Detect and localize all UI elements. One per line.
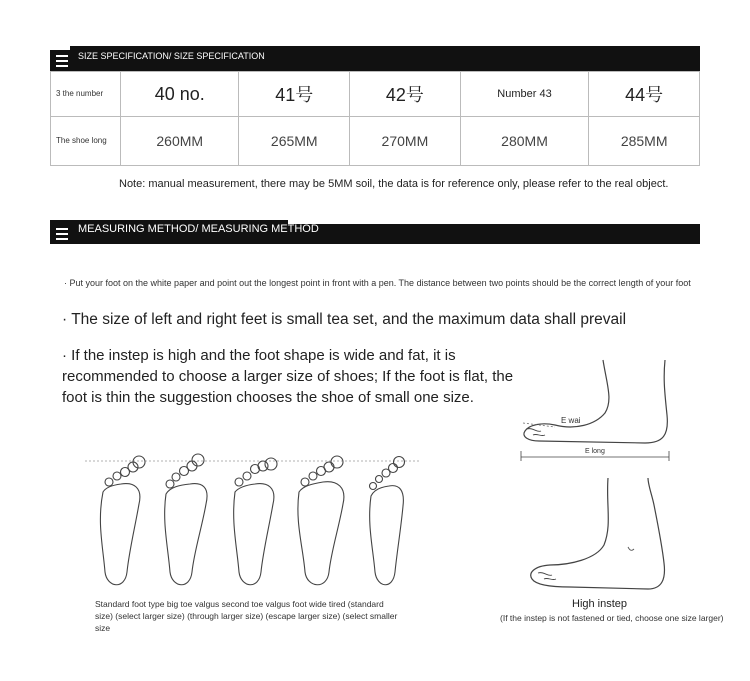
foot-types-caption: Standard foot type big toe valgus second toe valgus foot wide tired (standard size) (select larger size) (through larger size) (escape larger size) (select smaller size [95, 599, 398, 633]
length-cell: 265MM [239, 117, 350, 166]
foot-side-measure-illustration [515, 355, 675, 465]
label-e-long: E long [585, 448, 605, 455]
size-cell: 40 no. [121, 72, 239, 117]
size-cell: 44号 [589, 72, 700, 117]
foot-second-toe-valgus-icon [234, 458, 277, 585]
length-cell: 285MM [589, 117, 700, 166]
row-label-number: 3 the number [51, 72, 121, 117]
size-cell: Number 43 [460, 72, 589, 117]
foot-thin-icon [370, 457, 405, 585]
size-cell: 42号 [350, 72, 461, 117]
size-cell: 41号 [239, 72, 350, 117]
size-spec-title: SIZE SPECIFICATION/ SIZE SPECIFICATION [78, 51, 265, 61]
length-cell: 260MM [121, 117, 239, 166]
measuring-method-title: MEASURING METHOD/ MEASURING METHOD [78, 223, 319, 235]
size-table [50, 71, 700, 166]
size-spec-header [50, 46, 700, 71]
table-row [51, 72, 700, 117]
measurement-note: Note: manual measurement, there may be 5MM soil, the data is for reference only, please refer to the real object. [119, 178, 669, 190]
foot-big-toe-valgus-icon [165, 454, 207, 585]
foot-wide-icon [298, 456, 344, 585]
foot-standard-icon [100, 456, 145, 585]
method-point-3: · If the instep is high and the foot shape is wide and fat, it is recommended to choose a larger size of shoes; If the foot is flat, the foot is thin the suggestion chooses the shoe of small one size. [62, 347, 514, 406]
length-cell: 280MM [460, 117, 589, 166]
high-instep-illustration [520, 475, 670, 595]
method-point-1: · Put your foot on the white paper and point out the longest point in front with a pen. The distance between two points should be the correct length of your foot [64, 278, 691, 288]
length-cell: 270MM [350, 117, 461, 166]
method-point-2: · The size of left and right feet is small tea set, and the maximum data shall prevail [62, 311, 627, 328]
table-row [51, 117, 700, 166]
measuring-method-header [50, 220, 700, 244]
menu-icon [56, 228, 68, 243]
row-label-length: The shoe long [51, 117, 121, 166]
foot-types-illustration [83, 452, 423, 592]
menu-icon [56, 55, 68, 70]
high-instep-caption: (If the instep is not fastened or tied, choose one size larger) [500, 613, 724, 623]
high-instep-title: High instep [572, 598, 628, 610]
label-e-wai: E wai [561, 416, 581, 425]
